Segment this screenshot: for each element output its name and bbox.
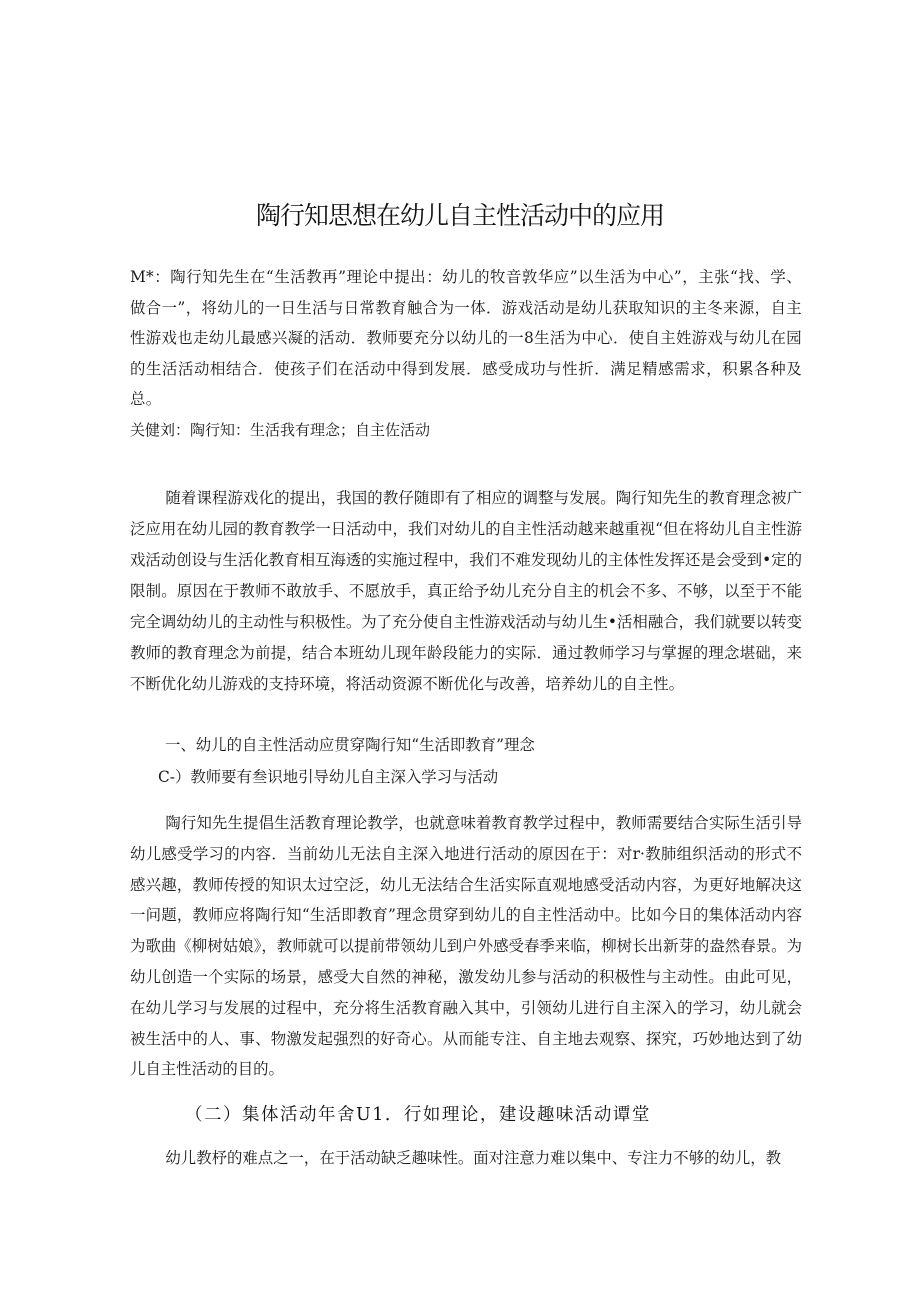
subsection-heading-2: （二）集体活动年舍U1．行如理论，建设趣味活动谭堂	[185, 1105, 651, 1125]
abstract-paragraph: M*：陶行知先生在“生活教再”理论中提出：幼儿的牧音敦华应”以生活为中心”，主张“找、学、做合一”，将幼儿的一日生活与日常教育触合为一体．游戏活动是幼儿获取知识的主冬来源，自主性游戏也走幼儿最感兴凝的活动．教师要充分以幼儿的一8生活为中心．使自主姓游戏与幼儿在园的生活活动相结合．使孩子们在活动中得到发展．感受成功与性折．满足精感需求，积累各种及总。	[130, 268, 802, 409]
subsection-heading-1: C-）教师要有叁识地引导幼儿自主深入学习与活动	[158, 768, 499, 786]
page-title: 陶行知思想在幼儿自主性活动中的应用	[255, 201, 664, 230]
section-heading-1: 一、幼儿的自主性活动应贯穿陶行知“生活即教育”理念	[165, 736, 535, 754]
intro-paragraph: 随着课程游戏化的提出，我国的教仔随即有了相应的调整与发展。陶行知先生的教育理念被广泛应用在幼儿园的教育教学一日活动中，我们对幼儿的自主性活动越来越重视“但在将幼儿自主性游戏活动创设与生活化教育相互海透的实施过程中，我们不难发现幼儿的主体性发挥还是会受到•定的限制。原因在于教师不敢放手、不愿放手，真正给予幼儿充分自主的机会不多、不够，以至于不能完全调幼幼儿的主动性与积极性。为了充分使自主性游戏活动与幼儿生•活相融合，我们就要以转变教师的教育理念为前提，结合本班幼儿现年龄段能力的实际．通过教师学习与掌握的理念堪础，来不断优化幼儿游戏的支持环境，将活动资源不断优化与改善，培养幼儿的自主性。	[130, 489, 802, 693]
section-1-body-paragraph: 陶行知先生提倡生活教育理论教学，也就意味着教育教学过程中，教师需要结合实际生活引导幼儿感受学习的内容．当前幼儿无法自主深入地进行活动的原因在于：对r·教肺组织活动的形式不感兴趣，教师传授的知识太过空泛，幼儿无法结合生活实际直观地感受活动内容，为更好地解决这一问题，教师应将陶行知“生活即教育”理念贯穿到幼儿的自主性活动中。比如今日的集体活动内容为歌曲《柳树姑娘》，教师就可以提前带领幼儿到户外感受春季来临，柳树长出新芽的盎然春景。为幼儿创造一个实际的场景，感受大自然的神秘，激发幼儿参与活动的积极性与主动性。由此可见，在幼儿学习与发展的过程中，充分将生活教育融入其中，引领幼儿进行自主深入的学习，幼儿就会被生活中的人、事、物激发起强烈的好奇心。从而能专注、自主地去观察、探究，巧妙地达到了幼儿自主性活动的目的。	[130, 814, 802, 1079]
section-2-body-paragraph: 幼儿教杼的难点之一，在于活动缺乏趣味性。面对注意力难以集中、专注力不够的幼儿，教	[165, 1149, 782, 1167]
keywords-line: 关健刘：陶行知：生活我有理念；自主佐活动	[130, 421, 431, 439]
